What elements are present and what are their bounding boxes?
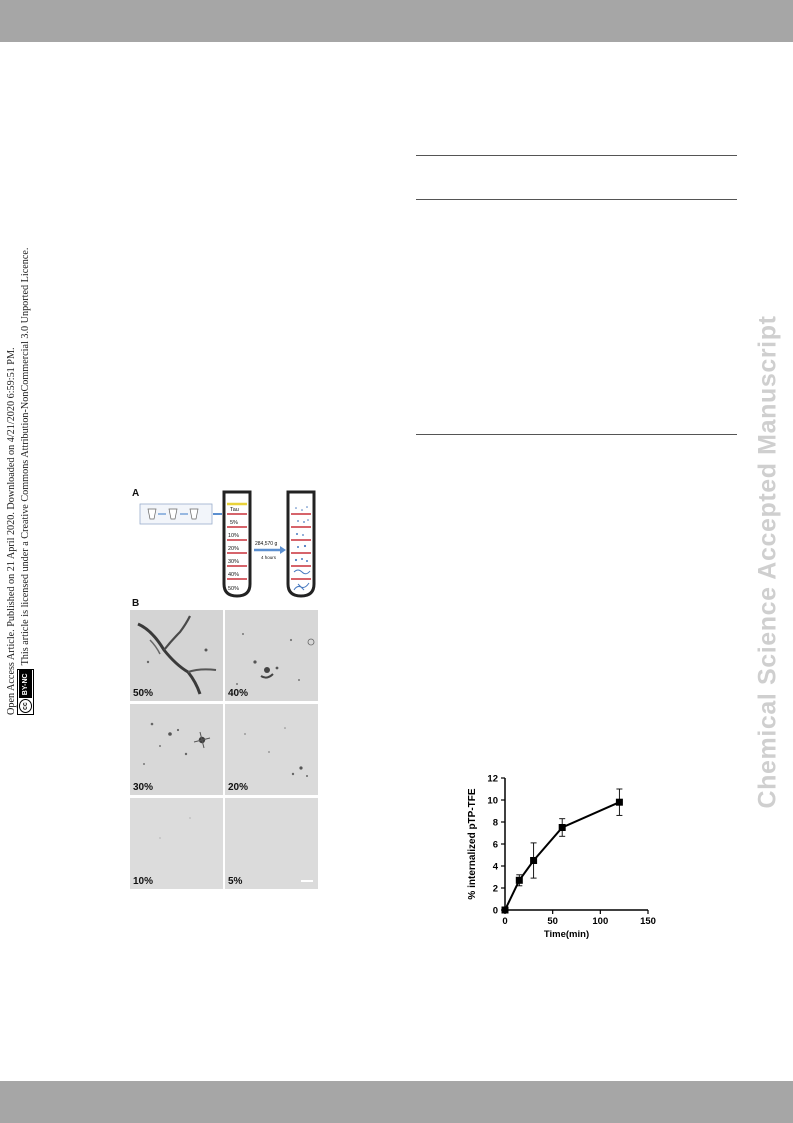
y-axis-label: % internalized pTP-TFE bbox=[467, 788, 478, 900]
accepted-manuscript-watermark: Chemical Science Accepted Manuscript bbox=[753, 315, 782, 809]
gradient-label-30: 30% bbox=[228, 559, 240, 565]
centrifuge-time-label: 4 hours bbox=[261, 555, 277, 560]
tem-image-5 bbox=[225, 798, 318, 889]
centrifugation-arrow-icon bbox=[254, 546, 286, 554]
centrifuge-speed-label: 284,570 g bbox=[255, 541, 278, 547]
tem-image-40 bbox=[225, 610, 318, 701]
panel-a-label: A bbox=[132, 488, 140, 499]
figure bbox=[126, 484, 322, 894]
tem-label-40: 40% bbox=[228, 688, 249, 699]
data-point bbox=[502, 907, 509, 914]
scale-bar bbox=[301, 880, 313, 882]
cc-by-nc-badge-icon[interactable]: ccBY-NC bbox=[17, 669, 34, 715]
open-access-line: Open Access Article. Published on 21 April 2020. Downloaded on 4/21/2020 6:59:51 PM. bbox=[6, 347, 17, 715]
table-rule-top bbox=[416, 155, 737, 156]
gradient-label-tau: Tau bbox=[230, 507, 239, 513]
x-tick-label: 50 bbox=[547, 916, 558, 927]
licence-line bbox=[17, 195, 34, 715]
ultracentrifuge-tube-2 bbox=[288, 492, 314, 596]
header-band bbox=[0, 0, 793, 42]
y-tick-label: 0 bbox=[492, 905, 498, 917]
tem-image-10 bbox=[130, 798, 223, 889]
gradient-label-5: 5% bbox=[230, 520, 238, 526]
tem-image-30 bbox=[130, 704, 223, 795]
x-tick-label: 0 bbox=[502, 916, 508, 927]
data-point bbox=[559, 824, 566, 831]
tem-label-50: 50% bbox=[133, 688, 154, 699]
gradient-label-40: 40% bbox=[228, 572, 240, 578]
data-point bbox=[616, 799, 623, 806]
table-rule-bottom bbox=[416, 434, 737, 435]
licence-text[interactable]: This article is licensed under a Creative Commons Attribution-NonCommercial 3.0 Unported Licence. bbox=[19, 247, 31, 666]
table-rule-header bbox=[416, 199, 737, 200]
footer-band bbox=[0, 1081, 793, 1123]
data-point bbox=[516, 877, 523, 884]
tem-label-10: 10% bbox=[133, 876, 154, 887]
y-tick-label: 4 bbox=[492, 861, 498, 873]
tem-label-20: 20% bbox=[228, 782, 249, 793]
x-tick-label: 100 bbox=[592, 916, 609, 927]
y-tick-label: 6 bbox=[492, 839, 498, 851]
gradient-schematic bbox=[126, 484, 322, 599]
tem-label-5: 5% bbox=[228, 876, 243, 887]
y-tick-label: 12 bbox=[487, 773, 498, 785]
open-access-notice bbox=[6, 195, 34, 715]
ultracentrifuge-tube-1 bbox=[224, 492, 250, 596]
y-tick-label: 8 bbox=[492, 817, 498, 829]
y-tick-label: 2 bbox=[492, 883, 498, 895]
tem-label-30: 30% bbox=[133, 782, 154, 793]
gradient-label-50: 50% bbox=[228, 586, 240, 592]
y-tick-label: 10 bbox=[487, 795, 498, 807]
tem-image-20 bbox=[225, 704, 318, 795]
panel-b-label: B bbox=[132, 598, 140, 609]
gradient-label-20: 20% bbox=[228, 546, 240, 552]
internalization-chart bbox=[460, 770, 670, 950]
x-axis-label: Time(min) bbox=[543, 929, 590, 940]
tem-image-50 bbox=[130, 610, 223, 701]
data-point bbox=[530, 857, 537, 864]
gradient-label-10: 10% bbox=[228, 533, 240, 539]
x-tick-label: 150 bbox=[640, 916, 656, 927]
